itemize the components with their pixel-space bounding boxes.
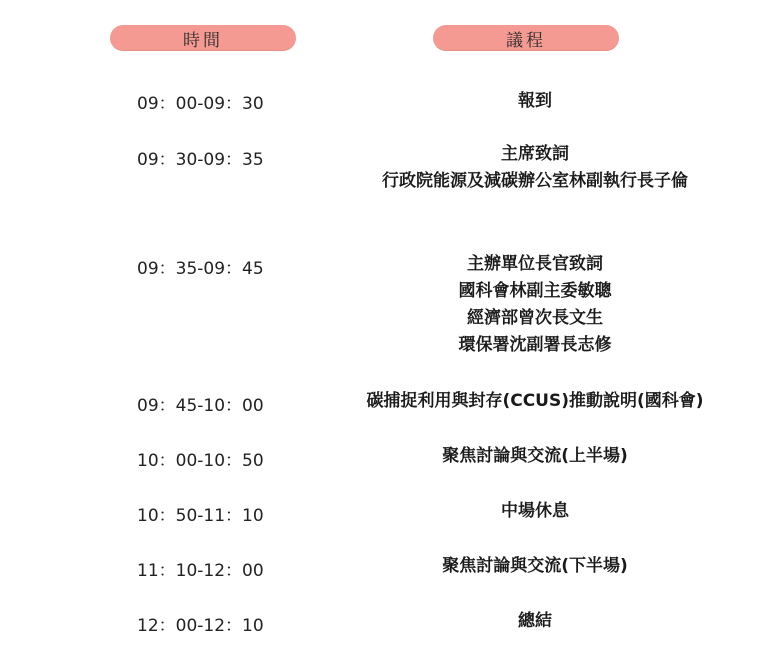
agenda-items — [300, 141, 763, 195]
agenda-time: 09：00-09：30 — [137, 94, 264, 114]
header-agenda-pill — [433, 25, 619, 51]
header-time-label: 時間 — [183, 30, 223, 51]
agenda-items — [300, 88, 763, 115]
agenda-item: 碳捕捉利用與封存(CCUS)推動說明(國科會) — [366, 391, 704, 411]
agenda-items — [300, 608, 763, 635]
agenda-item: 國科會林副主委敏聰 — [458, 281, 612, 301]
agenda-item: 主辦單位長官致詞 — [467, 254, 603, 274]
header-agenda-label: 議程 — [506, 30, 546, 51]
agenda-item: 聚焦討論與交流(上半場) — [442, 446, 628, 466]
agenda-items — [300, 251, 763, 359]
agenda-items — [300, 553, 763, 580]
agenda-items — [300, 443, 763, 470]
agenda-time: 10：00-10：50 — [137, 451, 264, 471]
agenda-item: 主席致詞 — [501, 144, 569, 164]
agenda-items — [300, 498, 763, 525]
agenda-item: 經濟部曾次長文生 — [467, 308, 603, 328]
agenda-time: 10：50-11：10 — [137, 506, 264, 526]
agenda-item: 總結 — [518, 611, 552, 631]
agenda-item: 報到 — [518, 91, 552, 111]
agenda-item: 聚焦討論與交流(下半場) — [442, 556, 628, 576]
agenda-time: 09：45-10：00 — [137, 396, 264, 416]
agenda-time: 09：35-09：45 — [137, 259, 264, 279]
agenda-items — [300, 388, 763, 415]
agenda-time: 09：30-09：35 — [137, 150, 264, 170]
agenda-time: 12：00-12：10 — [137, 616, 264, 636]
agenda-item: 中場休息 — [501, 501, 569, 521]
header-time-pill — [110, 25, 296, 51]
agenda-item: 環保署沈副署長志修 — [458, 335, 612, 355]
agenda-time: 11：10-12：00 — [137, 561, 264, 581]
agenda-item: 行政院能源及減碳辦公室林副執行長子倫 — [382, 171, 688, 191]
